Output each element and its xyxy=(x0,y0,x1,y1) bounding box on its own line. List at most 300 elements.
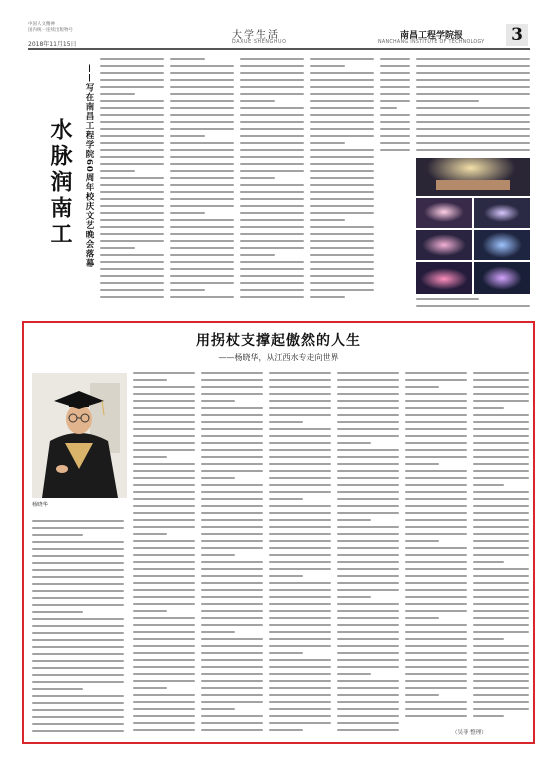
text-line xyxy=(405,428,467,430)
text-line xyxy=(100,219,164,221)
text-line xyxy=(473,547,529,549)
text-line xyxy=(473,512,529,514)
text-line xyxy=(310,212,374,214)
text-line xyxy=(133,673,195,675)
text-line xyxy=(405,610,467,612)
upper-article-subtitle: ——写在南昌工程学院60周年校庆文艺晚会落幕 xyxy=(84,64,94,268)
text-line xyxy=(100,121,164,123)
text-line xyxy=(269,568,331,570)
text-line xyxy=(405,421,467,423)
text-line xyxy=(201,512,263,514)
text-line xyxy=(405,547,467,549)
text-line xyxy=(473,596,529,598)
text-line xyxy=(133,631,195,633)
text-line xyxy=(337,393,399,395)
text-line xyxy=(100,198,164,200)
text-line xyxy=(133,505,195,507)
text-line xyxy=(133,498,195,500)
text-line xyxy=(405,505,467,507)
text-line xyxy=(201,652,263,654)
text-line xyxy=(337,708,399,710)
text-line xyxy=(405,673,467,675)
text-line xyxy=(337,372,399,374)
text-line xyxy=(337,407,399,409)
text-line xyxy=(133,701,195,703)
text-line xyxy=(100,149,164,151)
text-line xyxy=(201,561,263,563)
text-line xyxy=(32,653,124,655)
text-line xyxy=(240,72,304,74)
text-line xyxy=(380,58,410,60)
text-line xyxy=(405,561,467,563)
text-line xyxy=(310,247,374,249)
text-line xyxy=(100,247,135,249)
performance-photo xyxy=(416,198,472,228)
text-line xyxy=(310,72,374,74)
text-line xyxy=(201,638,263,640)
text-line xyxy=(310,100,374,102)
text-line xyxy=(416,58,530,60)
text-line xyxy=(32,597,124,599)
text-line xyxy=(100,296,164,298)
text-line xyxy=(310,275,374,277)
text-line xyxy=(337,575,399,577)
text-line xyxy=(32,562,124,564)
text-line xyxy=(133,729,195,731)
text-line xyxy=(201,386,263,388)
text-line xyxy=(310,254,374,256)
text-line xyxy=(405,435,467,437)
text-line xyxy=(310,135,374,137)
text-line xyxy=(170,191,234,193)
text-line xyxy=(32,611,83,613)
text-line xyxy=(380,93,410,95)
text-line xyxy=(133,568,195,570)
text-line xyxy=(380,86,410,88)
text-line xyxy=(310,114,374,116)
text-line xyxy=(201,603,263,605)
text-line xyxy=(32,632,124,634)
text-line xyxy=(100,72,164,74)
performance-photo xyxy=(416,230,472,260)
newspaper-name-en: NANCHANG INSTITUTE OF TECHNOLOGY xyxy=(378,40,485,45)
text-line xyxy=(201,449,263,451)
text-line xyxy=(32,576,124,578)
text-line xyxy=(405,414,467,416)
text-line xyxy=(240,156,304,158)
text-line xyxy=(310,156,374,158)
text-line xyxy=(170,79,234,81)
text-line xyxy=(269,624,331,626)
text-line xyxy=(380,114,410,116)
text-line xyxy=(337,449,399,451)
text-line xyxy=(133,694,195,696)
text-line xyxy=(133,421,195,423)
text-line xyxy=(240,114,304,116)
text-line xyxy=(133,533,167,535)
text-line xyxy=(337,729,399,731)
text-line xyxy=(133,687,167,689)
text-line xyxy=(473,666,529,668)
text-line xyxy=(133,638,195,640)
performance-photo xyxy=(416,158,530,196)
text-line xyxy=(170,212,205,214)
text-line xyxy=(269,400,331,402)
text-line xyxy=(405,638,467,640)
text-line xyxy=(240,198,304,200)
text-line xyxy=(310,226,374,228)
text-line xyxy=(473,463,529,465)
text-line xyxy=(473,491,529,493)
text-line xyxy=(473,638,504,640)
text-line xyxy=(405,680,467,682)
text-line xyxy=(269,561,331,563)
text-line xyxy=(133,456,167,458)
text-line xyxy=(133,554,195,556)
text-line xyxy=(337,428,399,430)
text-line xyxy=(133,379,167,381)
text-line xyxy=(310,149,374,151)
text-line xyxy=(201,666,263,668)
portrait-caption: 杨晓华 xyxy=(32,502,48,508)
text-line xyxy=(100,86,164,88)
text-line xyxy=(133,645,195,647)
text-line xyxy=(405,533,467,535)
text-line xyxy=(269,505,331,507)
text-line xyxy=(201,568,263,570)
text-line xyxy=(337,491,399,493)
portrait-illustration xyxy=(32,373,127,498)
text-line xyxy=(240,58,304,60)
text-line xyxy=(133,477,195,479)
text-line xyxy=(269,652,303,654)
text-line xyxy=(170,177,234,179)
text-line xyxy=(269,512,331,514)
text-line xyxy=(170,205,234,207)
text-line xyxy=(201,715,263,717)
text-line xyxy=(269,729,303,731)
text-line xyxy=(473,673,529,675)
text-line xyxy=(170,275,234,277)
text-line xyxy=(100,156,164,158)
text-line xyxy=(269,414,331,416)
text-line xyxy=(269,463,331,465)
text-line xyxy=(337,694,399,696)
text-line xyxy=(269,442,331,444)
text-line xyxy=(310,219,345,221)
text-line xyxy=(201,645,263,647)
text-line xyxy=(310,128,374,130)
text-line xyxy=(240,254,275,256)
text-line xyxy=(473,715,504,717)
text-line xyxy=(133,617,195,619)
text-line xyxy=(32,569,124,571)
text-line xyxy=(240,282,304,284)
text-line xyxy=(416,65,530,67)
text-line xyxy=(133,526,195,528)
text-line xyxy=(201,400,235,402)
text-line xyxy=(416,149,530,151)
text-line xyxy=(269,715,331,717)
performance-photo xyxy=(416,262,472,294)
text-line xyxy=(473,372,529,374)
text-line xyxy=(100,93,135,95)
text-line xyxy=(416,93,530,95)
text-line xyxy=(337,722,399,724)
text-line xyxy=(240,163,304,165)
text-line xyxy=(201,484,263,486)
text-line xyxy=(240,86,304,88)
text-line xyxy=(170,149,234,151)
text-line xyxy=(240,121,304,123)
text-line xyxy=(405,498,467,500)
text-line xyxy=(269,386,331,388)
text-line xyxy=(100,282,164,284)
text-line xyxy=(337,442,371,444)
text-line xyxy=(269,428,331,430)
text-line xyxy=(473,568,529,570)
text-line xyxy=(380,100,410,102)
text-line xyxy=(201,617,263,619)
text-line xyxy=(337,638,399,640)
text-line xyxy=(133,540,195,542)
text-line xyxy=(473,498,529,500)
text-line xyxy=(240,233,304,235)
text-line xyxy=(100,240,164,242)
text-line xyxy=(269,421,303,423)
text-line xyxy=(405,442,467,444)
text-line xyxy=(269,435,331,437)
text-line xyxy=(473,414,529,416)
text-line xyxy=(405,617,439,619)
text-line xyxy=(201,582,263,584)
text-line xyxy=(337,414,399,416)
text-line xyxy=(473,708,529,710)
text-line xyxy=(100,114,164,116)
text-line xyxy=(337,435,399,437)
text-line xyxy=(32,548,124,550)
text-line xyxy=(337,379,399,381)
text-line xyxy=(405,659,467,661)
text-line xyxy=(133,596,195,598)
text-line xyxy=(170,198,234,200)
text-line xyxy=(269,477,331,479)
text-line xyxy=(32,590,124,592)
text-line xyxy=(405,708,467,710)
text-line xyxy=(170,184,234,186)
text-line xyxy=(310,121,374,123)
text-line xyxy=(310,79,374,81)
text-line xyxy=(100,254,164,256)
text-line xyxy=(269,547,331,549)
text-line xyxy=(405,456,467,458)
text-line xyxy=(310,107,374,109)
text-line xyxy=(269,449,331,451)
text-line xyxy=(269,519,331,521)
text-line xyxy=(170,142,234,144)
text-line xyxy=(201,456,263,458)
text-line xyxy=(100,100,164,102)
text-line xyxy=(133,547,195,549)
text-line xyxy=(337,659,399,661)
text-line xyxy=(201,547,263,549)
text-line xyxy=(133,582,195,584)
text-line xyxy=(201,526,263,528)
performance-photo xyxy=(474,198,530,228)
text-line xyxy=(405,463,439,465)
text-line xyxy=(32,541,124,543)
text-line xyxy=(269,603,331,605)
text-line xyxy=(201,673,263,675)
text-line xyxy=(416,107,530,109)
text-line xyxy=(32,730,124,732)
text-line xyxy=(240,142,304,144)
section-title-en: DAXUE SHENGHUO xyxy=(232,40,287,45)
text-line xyxy=(405,372,467,374)
text-line xyxy=(240,289,304,291)
publisher-info xyxy=(28,22,178,34)
text-line xyxy=(473,442,529,444)
text-line xyxy=(337,519,371,521)
publisher-line-1: 中国人文精神 xyxy=(28,22,55,27)
text-line xyxy=(201,687,263,689)
text-line xyxy=(240,275,304,277)
text-line xyxy=(337,477,399,479)
text-line xyxy=(405,715,467,717)
text-line xyxy=(473,561,504,563)
text-line xyxy=(100,212,164,214)
text-line xyxy=(240,240,304,242)
text-line xyxy=(337,631,399,633)
text-line xyxy=(405,449,467,451)
text-line xyxy=(133,470,195,472)
text-line xyxy=(473,652,529,654)
text-line xyxy=(337,666,399,668)
text-line xyxy=(201,722,263,724)
text-line xyxy=(473,470,529,472)
text-line xyxy=(133,652,195,654)
text-line xyxy=(473,610,529,612)
newspaper-name: 南昌工程学院报 xyxy=(400,31,464,41)
text-line xyxy=(201,708,235,710)
text-line xyxy=(170,247,234,249)
text-line xyxy=(269,575,303,577)
text-line xyxy=(269,680,331,682)
publisher-line-2: 国内统一连续出版物号 xyxy=(28,28,73,33)
text-line xyxy=(32,534,83,536)
text-line xyxy=(473,519,529,521)
text-line xyxy=(32,702,124,704)
text-line xyxy=(337,540,399,542)
text-line xyxy=(240,128,304,130)
text-line xyxy=(100,177,164,179)
text-line xyxy=(100,268,164,270)
text-line xyxy=(100,205,164,207)
text-line xyxy=(405,701,467,703)
text-line xyxy=(473,645,529,647)
text-line xyxy=(416,86,530,88)
text-line xyxy=(201,680,263,682)
text-line xyxy=(269,631,331,633)
text-line xyxy=(337,470,399,472)
text-line xyxy=(337,533,399,535)
text-line xyxy=(310,142,345,144)
text-line xyxy=(473,379,529,381)
text-line xyxy=(416,121,530,123)
text-line xyxy=(337,512,399,514)
article-byline: （吴菲 整理） xyxy=(452,730,487,736)
text-line xyxy=(405,400,467,402)
text-line xyxy=(269,659,331,661)
text-line xyxy=(473,428,529,430)
text-line xyxy=(473,680,529,682)
text-line xyxy=(201,407,263,409)
text-line xyxy=(170,156,234,158)
issue-date: 2018年11月15日 xyxy=(28,41,77,48)
text-line xyxy=(100,135,164,137)
text-line xyxy=(310,93,374,95)
text-line xyxy=(201,729,263,731)
text-line xyxy=(473,659,529,661)
text-line xyxy=(201,414,263,416)
text-line xyxy=(240,247,304,249)
text-line xyxy=(416,100,479,102)
text-line xyxy=(170,107,234,109)
text-line xyxy=(337,568,399,570)
text-line xyxy=(405,519,467,521)
text-line xyxy=(380,79,410,81)
text-line xyxy=(201,372,263,374)
text-line xyxy=(32,695,124,697)
text-line xyxy=(269,617,331,619)
text-line xyxy=(405,393,467,395)
text-line xyxy=(133,393,195,395)
text-line xyxy=(473,631,529,633)
text-line xyxy=(473,477,529,479)
text-line xyxy=(473,554,529,556)
text-line xyxy=(473,603,529,605)
text-line xyxy=(170,219,234,221)
text-line xyxy=(405,589,467,591)
text-line xyxy=(269,533,331,535)
text-line xyxy=(240,296,304,298)
text-line xyxy=(100,275,164,277)
text-line xyxy=(405,407,467,409)
text-line xyxy=(337,421,399,423)
text-line xyxy=(337,715,399,717)
text-line xyxy=(100,163,164,165)
text-line xyxy=(170,282,234,284)
text-line xyxy=(337,687,399,689)
text-line xyxy=(170,289,205,291)
text-line xyxy=(201,379,263,381)
text-line xyxy=(133,589,195,591)
text-line xyxy=(473,456,529,458)
text-line xyxy=(269,666,331,668)
text-line xyxy=(133,428,195,430)
text-line xyxy=(337,624,399,626)
page-number: 3 xyxy=(506,24,528,46)
text-line xyxy=(32,674,124,676)
text-line xyxy=(201,393,263,395)
text-line xyxy=(310,205,374,207)
text-line xyxy=(380,142,410,144)
text-line xyxy=(380,65,410,67)
text-line xyxy=(337,505,399,507)
text-line xyxy=(473,393,529,395)
text-line xyxy=(337,498,399,500)
text-line xyxy=(170,170,234,172)
